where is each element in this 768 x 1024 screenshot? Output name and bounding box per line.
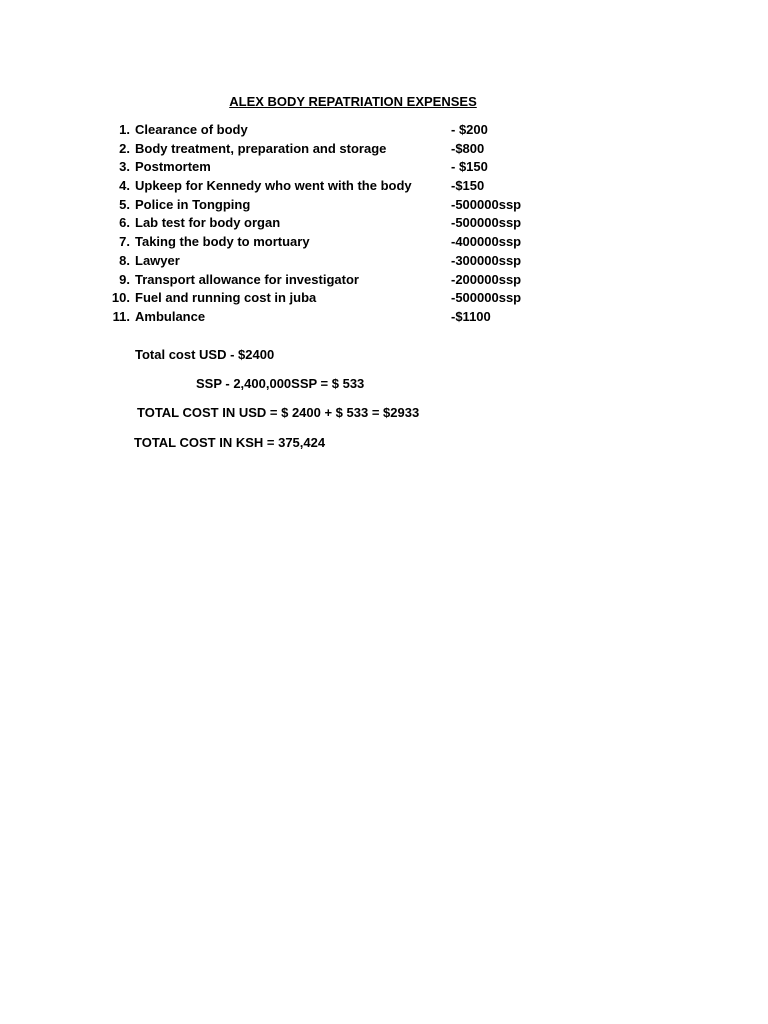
expense-description: Postmortem <box>135 159 211 175</box>
expense-number: 10. <box>111 290 130 306</box>
expense-item <box>108 196 568 215</box>
expense-description: Upkeep for Kennedy who went with the body <box>135 178 412 194</box>
expense-list <box>108 121 568 327</box>
expense-amount: -400000ssp <box>451 234 522 250</box>
expense-item <box>108 308 568 327</box>
expense-amount: -500000ssp <box>451 290 522 306</box>
expense-amount: -$1100 <box>451 308 491 324</box>
expense-number: 11. <box>112 308 130 324</box>
expense-description: Taking the body to mortuary <box>135 234 310 250</box>
expense-amount: -$800 <box>451 140 485 156</box>
expense-item <box>108 289 568 308</box>
total-cost-in-ksh-line: TOTAL COST IN KSH = 375,424 <box>134 435 326 450</box>
expense-item <box>108 177 568 196</box>
expense-description: Body treatment, preparation and storage <box>135 140 387 156</box>
expense-amount: -500000ssp <box>451 196 522 212</box>
expense-amount: -300000ssp <box>451 252 522 268</box>
ssp-conversion-line: SSP - 2,400,000SSP = $ 533 <box>196 376 365 391</box>
expense-number: 1. <box>119 122 130 137</box>
total-cost-usd-line: Total cost USD - $2400 <box>135 347 275 362</box>
expense-number: 2. <box>119 140 130 156</box>
expense-number: 4. <box>119 178 130 194</box>
expense-number: 6. <box>119 215 130 231</box>
expense-item <box>108 214 568 233</box>
expense-number: 5. <box>119 196 130 212</box>
expense-amount: - $200 <box>451 122 488 137</box>
expense-amount: - $150 <box>451 159 488 175</box>
expense-item <box>108 252 568 271</box>
expense-description: Police in Tongping <box>135 196 251 212</box>
expense-number: 9. <box>119 271 130 287</box>
expense-amount: -$150 <box>451 178 485 194</box>
expense-item <box>108 121 568 140</box>
expense-description: Lab test for body organ <box>135 215 281 231</box>
expense-amount: -500000ssp <box>451 215 522 231</box>
expense-description: Clearance of body <box>135 122 248 137</box>
expense-item <box>108 158 568 177</box>
expense-description: Ambulance <box>135 308 206 324</box>
total-cost-in-usd-line: TOTAL COST IN USD = $ 2400 + $ 533 = $2933 <box>137 405 420 420</box>
expense-item <box>108 233 568 252</box>
expense-description: Transport allowance for investigator <box>135 271 359 287</box>
expense-item <box>108 271 568 290</box>
expense-number: 3. <box>119 159 130 175</box>
expense-description: Fuel and running cost in juba <box>135 290 317 306</box>
expense-number: 7. <box>119 234 130 250</box>
document-title: ALEX BODY REPATRIATION EXPENSES <box>229 94 477 109</box>
expense-number: 8. <box>119 252 130 268</box>
expense-description: Lawyer <box>135 252 180 268</box>
expense-amount: -200000ssp <box>451 271 522 287</box>
expense-item <box>108 140 568 159</box>
